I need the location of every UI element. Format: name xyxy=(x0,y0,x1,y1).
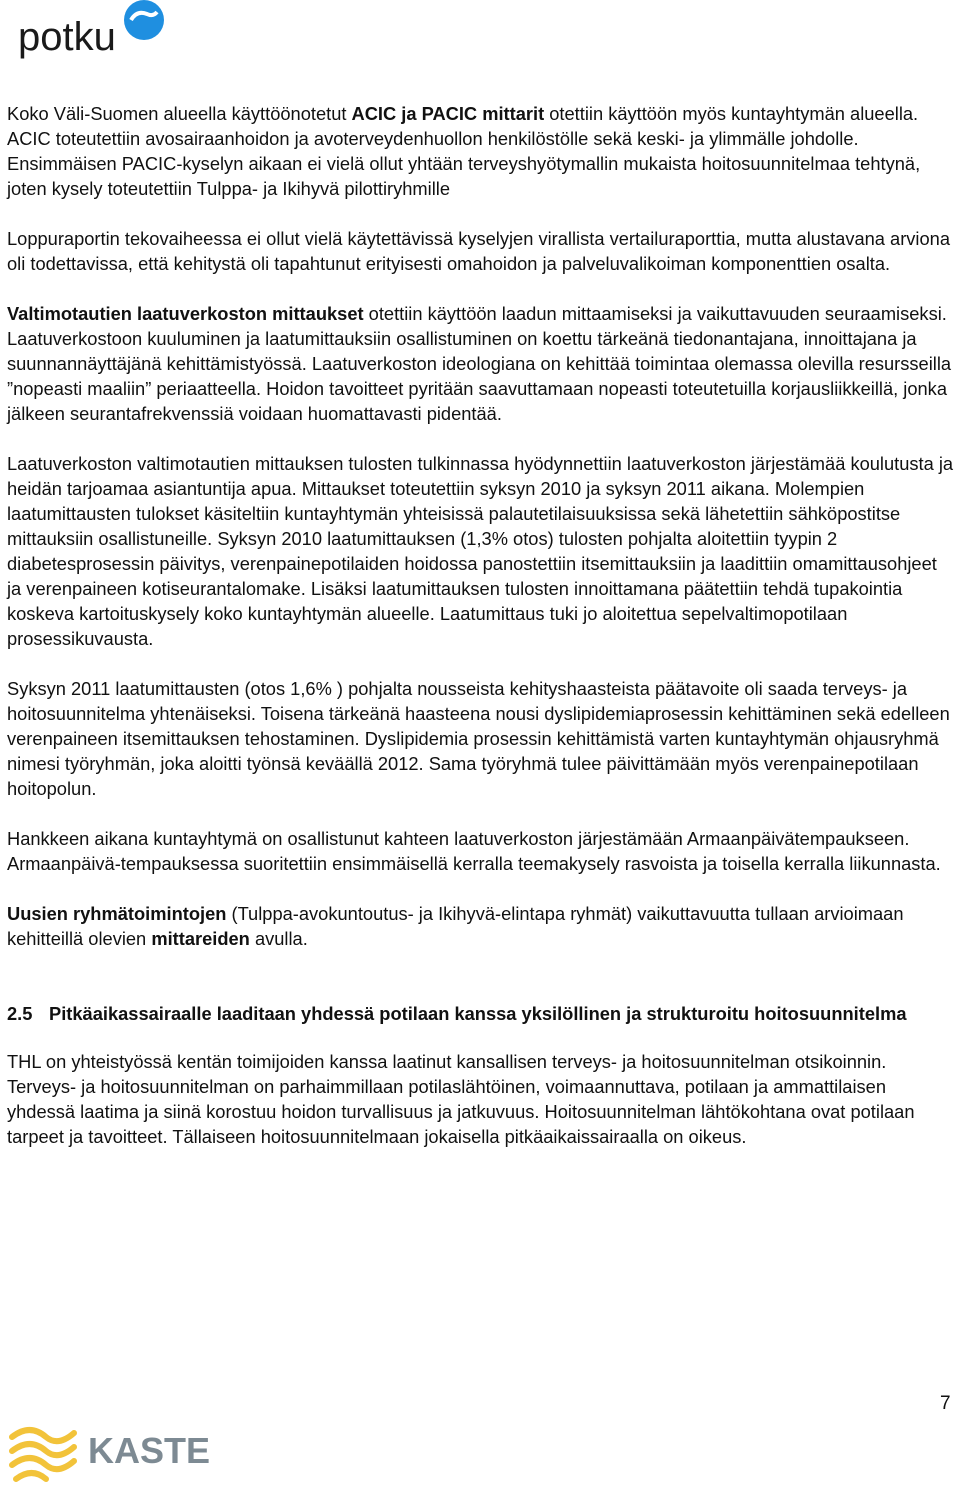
paragraph-loppuraportti: Loppuraportin tekovaiheessa ei ollut vielä käytettävissä kyselyjen virallista vertailuraporttia, mutta alustavana arviona oli todettavissa, että kehitystä oli tapahtunut erityisesti omahoidon ja palveluvalikoiman komponenttien osalta. xyxy=(7,228,950,274)
paragraph-mittaukset: Laatuverkoston valtimotautien mittauksen tulosten tulkinnassa hyödynnettiin laatuverkoston järjestämää koulutusta ja heidän tarjoamaa asiantuntija apua. Mittaukset toteutettiin syksyn 2010 ja syksyn 2011 aikana. Molempien laatumittausten tulokset käsiteltiin kuntayhtymän yhteisissä palautetilaisuuksissa sekä lähetettiin sähköpostitse mittauksiin osallistuneille. Syksyn 2010 laatumittauksen (1,3% otos) tulosten pohjalta aloitettiin tyypin 2 diabetesprosessin päivitys, verenpainepotilaiden hoidossa panostettiin itsemittauksiin ja laadittiin omamittausohjeet ja verenpaineen kotiseurantalomake. Lisäksi laatumittauksen tulosten innoittamana päätettiin tehdä tupakointia koskeva kartoituskysely koko kuntayhtymän alueelle. Laatumittaus tuki jo aloitettua sepelvaltimopotilaan prosessikuvausta. xyxy=(7,453,954,649)
paragraph-acic-pacic: Koko Väli-Suomen alueella käyttöönotetut ACIC ja PACIC mittarit otettiin käyttöön myös kuntayhtymän alueella. ACIC toteutettiin avosairaanhoidon ja avoterveydenhuollon henkilöstölle sekä keski- ja ylimmälle johdolle. Ensimmäisen PACIC-kyselyn aikaan ei vielä ollut yhtään terveyshyötymallin mukaista hoitosuunnitelmaa tehtynä, joten kysely toteutettiin Tulppa- ja Ikihyvä pilottiryhmille xyxy=(7,103,921,199)
section-number: 2.5 xyxy=(7,1003,33,1024)
paragraph-thl: THL on yhteistyössä kentän toimijoiden kanssa laatinut kansallisen terveys- ja hoitosuunnitelman otsikoinnin. Terveys- ja hoitosuunnitelman on parhaimmillaan potilaslähtöinen, voimaannuttava, potilaan ja ammattilaisen yhdessä laatima ja siinä korostuu hoidon turvallisuus ja jatkuvuus. Hoitosuunnitelman lähtökohtana ovat potilaan tarpeet ja tavoitteet. Tällaiseen hoitosuunnitelmaan jokaisella pitkäaikaissairaalla on oikeus. xyxy=(7,1051,915,1147)
paragraph-syksy-2011: Syksyn 2011 laatumittausten (otos 1,6% ) pohjalta nousseista kehityshaasteista päätavoite oli saada terveys- ja hoitosuunnitelma yhtenäiseksi. Toisena tärkeänä haasteena nousi dyslipidemiaprosessin kehittäminen sekä edelleen verenpaineen itsemittauksen tehostaminen. Dyslipidemia prosessin kehittämistä varten kuntayhtymän ohjausryhmä nimesi työryhmän, joka aloitti työnsä keväällä 2012. Sama työryhmä tulee päivittämään myös verenpainepotilaan hoitopolun. xyxy=(7,678,950,799)
paragraph-ryhmatoiminnot: Uusien ryhmätoimintojen (Tulppa-avokuntoutus- ja Ikihyvä-elintapa ryhmät) vaikuttavuutta tullaan arvioimaan kehitteillä olevien mittareiden avulla. xyxy=(7,903,904,949)
document-body xyxy=(7,101,955,1174)
paragraph-armaanpaiva: Hankkeen aikana kuntayhtymä on osallistunut kahteen laatuverkoston järjestämään Armaanpäivätempaukseen. Armaanpäivä-tempauksessa suoritettiin ensimmäisellä kerralla teemakysely rasvoista ja toisella kerralla liikunnasta. xyxy=(7,828,941,874)
section-title: Pitkäaikassairaalle laaditaan yhdessä potilaan kanssa yksilöllinen ja strukturoitu hoitosuunnitelma xyxy=(49,1003,907,1024)
potku-logo xyxy=(18,0,168,62)
paragraph-laatuverkosto: Valtimotautien laatuverkoston mittaukset otettiin käyttöön laadun mittaamiseksi ja vaikuttavuuden seuraamiseksi. Laatuverkostoon kuuluminen ja laatumittauksiin osallistuminen on koettu tärkeänä tiedonantajana, innoittajana ja suunnannäyttäjänä kehittämistyössä. Laatuverkoston ideologiana on kehittää toimintaa olemassa olevilla resursseilla ”nopeasti maaliin” periaatteella. Hoidon tavoitteet pyritään saavuttamaan nopeasti toteutetuilla korjausliikkeillä, jonka jälkeen seurantafrekvenssiä voidaan huomattavasti pidentää. xyxy=(7,303,952,424)
kaste-logo-waves xyxy=(12,1430,74,1479)
kaste-logo-text: KASTE xyxy=(88,1430,211,1471)
section-heading xyxy=(7,1001,955,1026)
potku-logo-circle xyxy=(124,0,164,40)
potku-logo-text: potku xyxy=(18,15,116,59)
page-number: 7 xyxy=(940,1393,951,1414)
kaste-logo xyxy=(8,1415,213,1487)
